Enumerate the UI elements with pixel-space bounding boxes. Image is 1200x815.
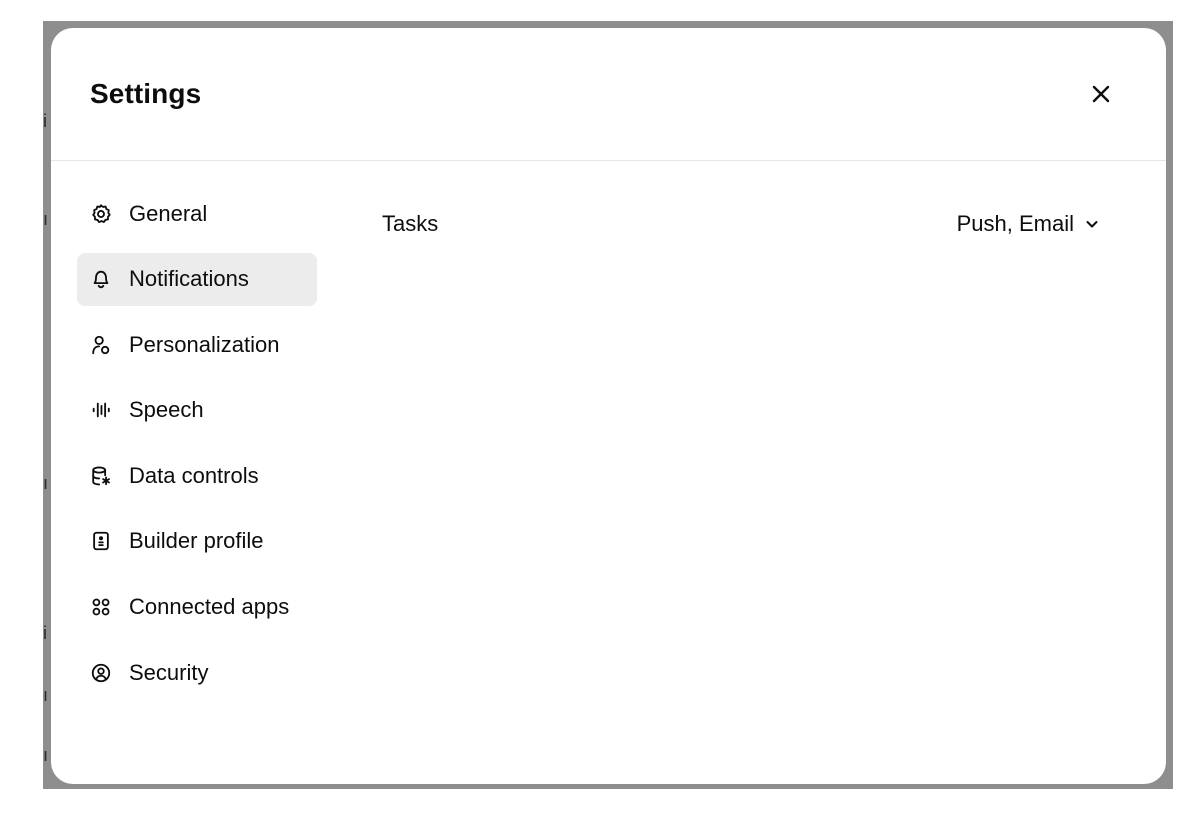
sidebar-item-label: Data controls: [129, 462, 259, 488]
sidebar-item-label: Notifications: [129, 266, 249, 292]
sidebar-item-security[interactable]: [77, 646, 317, 699]
sidebar-item-label: General: [129, 200, 208, 226]
id-card-icon: [90, 530, 112, 552]
sidebar-item-personalization[interactable]: [77, 318, 317, 371]
settings-sidebar: [77, 187, 317, 712]
person-icon: [90, 334, 112, 356]
sidebar-item-label: Builder profile: [129, 528, 264, 554]
tasks-setting-row: [382, 198, 1114, 250]
apps-grid-icon: [90, 596, 112, 618]
sidebar-item-speech[interactable]: [77, 384, 317, 437]
database-icon: [90, 465, 112, 487]
tasks-dropdown-value: Push, Email: [956, 211, 1074, 236]
sidebar-item-notifications[interactable]: [77, 253, 317, 306]
close-icon: [1092, 85, 1110, 103]
tasks-label: Tasks: [382, 211, 439, 236]
waveform-icon: [90, 399, 112, 421]
tasks-notification-dropdown[interactable]: [957, 211, 1100, 237]
close-button[interactable]: [1088, 81, 1114, 107]
sidebar-item-label: Speech: [129, 397, 204, 423]
sidebar-item-general[interactable]: [77, 187, 317, 240]
bell-icon: [90, 268, 112, 290]
dialog-title: Settings: [90, 78, 202, 109]
gear-icon: [90, 203, 112, 225]
sidebar-item-data-controls[interactable]: [77, 449, 317, 502]
sidebar-item-label: Security: [129, 659, 209, 685]
chevron-down-icon: [1084, 216, 1100, 232]
page-backdrop: i ı ı i ı ı: [43, 21, 1173, 789]
notifications-panel: [382, 198, 1114, 250]
shield-icon: [90, 662, 112, 684]
sidebar-item-label: Personalization: [129, 331, 280, 357]
dialog-header: [51, 28, 1166, 161]
sidebar-item-connected-apps[interactable]: [77, 581, 317, 634]
sidebar-item-label: Connected apps: [129, 594, 290, 620]
sidebar-item-builder-profile[interactable]: [77, 515, 317, 568]
settings-dialog: [51, 28, 1166, 784]
